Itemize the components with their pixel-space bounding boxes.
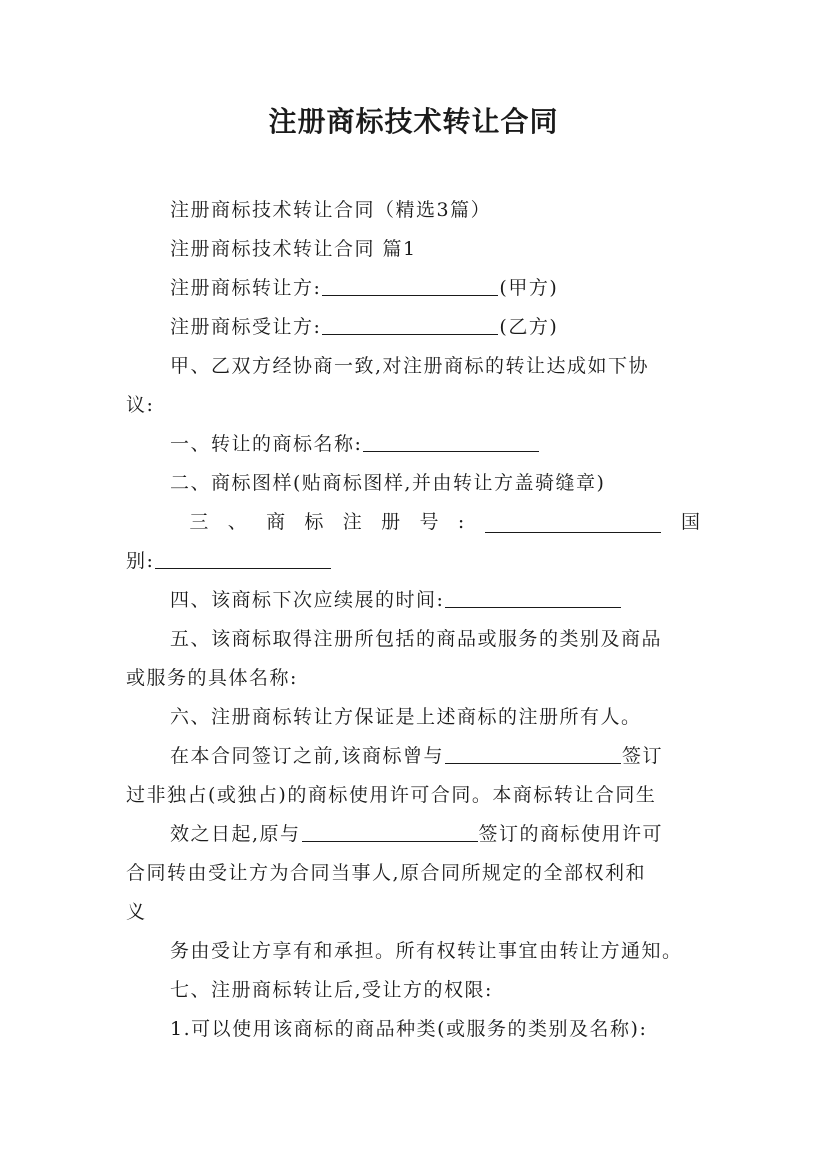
item7-1-line: 1.可以使用该商标的商品种类(或服务的类别及名称):	[170, 1018, 648, 1040]
para-a-pre: 在本合同签订之前,该商标曾与	[170, 745, 445, 767]
para-b-post: 签订的商标使用许可	[478, 823, 664, 845]
item1-line	[170, 429, 540, 459]
item1-label: 一、转让的商标名称:	[170, 433, 363, 455]
item3-cont-blank	[155, 548, 331, 569]
transferor-blank	[322, 275, 498, 296]
item3-char: :	[457, 511, 465, 533]
item3-char: 标	[304, 511, 324, 533]
item3-end: 国	[680, 511, 700, 533]
part-heading: 注册商标技术转让合同 篇1	[170, 238, 417, 260]
item3-line	[126, 507, 700, 537]
item3-char: 号	[419, 511, 439, 533]
para-b-line-1	[170, 819, 663, 849]
item3-blank	[485, 512, 661, 533]
item5-line-1: 五、该商标取得注册所包括的商品或服务的类别及商品	[170, 628, 663, 650]
item3-char: 册	[381, 511, 401, 533]
transferor-line	[170, 273, 558, 303]
para-b-blank	[302, 821, 478, 842]
intro-line-2: 议:	[126, 394, 155, 416]
transferee-suffix: (乙方)	[499, 316, 559, 338]
item5-line-2: 或服务的具体名称:	[126, 667, 298, 689]
item2-line: 二、商标图样(贴商标图样,并由转让方盖骑缝章)	[170, 472, 606, 494]
para-b-line-2: 合同转由受让方为合同当事人,原合同所规定的全部权利和	[126, 862, 647, 884]
item3-cont-label: 别:	[126, 550, 155, 572]
para-a-blank	[445, 743, 621, 764]
item3-char: 注	[342, 511, 362, 533]
item3-char: 、	[227, 511, 247, 533]
item6-line: 六、注册商标转让方保证是上述商标的注册所有人。	[170, 706, 642, 728]
transferee-blank	[322, 314, 498, 335]
para-a-line-1	[170, 741, 663, 771]
item3-char: 三	[189, 511, 209, 533]
item3-cont-line	[126, 546, 332, 576]
subtitle-line: 注册商标技术转让合同（精选3篇）	[170, 199, 492, 221]
item3-char: 商	[266, 511, 286, 533]
transferee-line	[170, 312, 558, 342]
transferor-label: 注册商标转让方:	[170, 277, 322, 299]
para-c-line: 务由受让方享有和承担。所有权转让事宜由转让方通知。	[170, 940, 683, 962]
intro-line-1: 甲、乙双方经协商一致,对注册商标的转让达成如下协	[170, 355, 650, 377]
transferor-suffix: (甲方)	[499, 277, 559, 299]
para-a-post: 签订	[622, 745, 664, 767]
para-b-line-3: 义	[126, 901, 147, 923]
item1-blank	[363, 431, 539, 452]
item4-blank	[445, 587, 621, 608]
document-title: 注册商标技术转让合同	[268, 105, 559, 138]
para-b-pre: 效之日起,原与	[170, 823, 301, 845]
item4-line	[170, 585, 622, 615]
para-a-line-2: 过非独占(或独占)的商标使用许可合同。本商标转让合同生	[126, 784, 657, 806]
transferee-label: 注册商标受让方:	[170, 316, 322, 338]
item4-label: 四、该商标下次应续展的时间:	[170, 589, 445, 611]
item7-line: 七、注册商标转让后,受让方的权限:	[170, 979, 493, 1001]
